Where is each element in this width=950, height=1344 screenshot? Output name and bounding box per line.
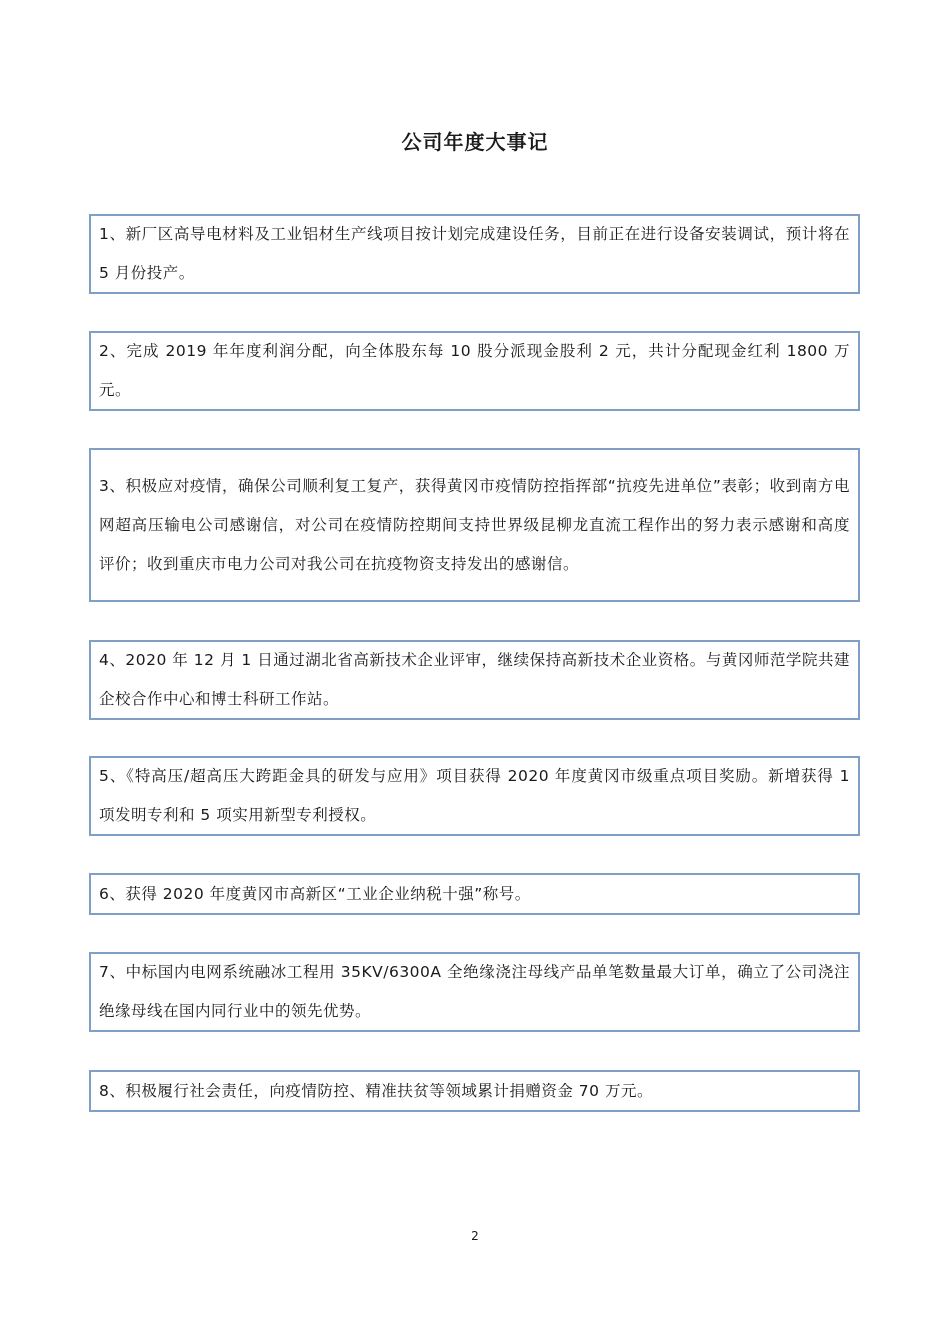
event-text-5: 5、《特高压/超高压大跨距金具的研发与应用》项目获得 2020 年度黄冈市级重点项目奖励。新增获得 1 项发明专利和 5 项实用新型专利授权。: [99, 767, 850, 824]
page-number: 2: [471, 1229, 479, 1243]
event-item-7: [89, 952, 860, 1032]
event-text-2: 2、完成 2019 年年度利润分配，向全体股东每 10 股分派现金股利 2 元，共计分配现金红利 1800 万元。: [99, 342, 850, 399]
event-item-5: [89, 756, 860, 836]
event-item-1: [89, 214, 860, 294]
event-text-6: 6、获得 2020 年度黄冈市高新区“工业企业纳税十强”称号。: [99, 884, 531, 903]
event-text-1: 1、新厂区高导电材料及工业铝材生产线项目按计划完成建设任务，目前正在进行设备安装调试，预计将在 5 月份投产。: [99, 225, 850, 282]
event-item-2: [89, 331, 860, 411]
event-item-4: [89, 640, 860, 720]
event-text-3: 3、积极应对疫情，确保公司顺利复工复产，获得黄冈市疫情防控指挥部“抗疫先进单位”表彰；收到南方电网超高压输电公司感谢信，对公司在疫情防控期间支持世界级昆柳龙直流工程作出的努力表示感谢和高度评价；收到重庆市电力公司对我公司在抗疫物资支持发出的感谢信。: [99, 476, 850, 573]
event-item-3: [89, 448, 860, 602]
event-text-7: 7、中标国内电网系统融冰工程用 35KV/6300A 全绝缘浇注母线产品单笔数量最大订单，确立了公司浇注绝缘母线在国内同行业中的领先优势。: [99, 963, 850, 1020]
event-item-8: [89, 1070, 860, 1112]
page-title: 公司年度大事记: [401, 130, 549, 154]
event-text-4: 4、2020 年 12 月 1 日通过湖北省高新技术企业评审，继续保持高新技术企业资格。与黄冈师范学院共建企校合作中心和博士科研工作站。: [99, 651, 850, 708]
event-text-8: 8、积极履行社会责任，向疫情防控、精准扶贫等领域累计捐赠资金 70 万元。: [99, 1081, 653, 1100]
event-item-6: [89, 873, 860, 915]
